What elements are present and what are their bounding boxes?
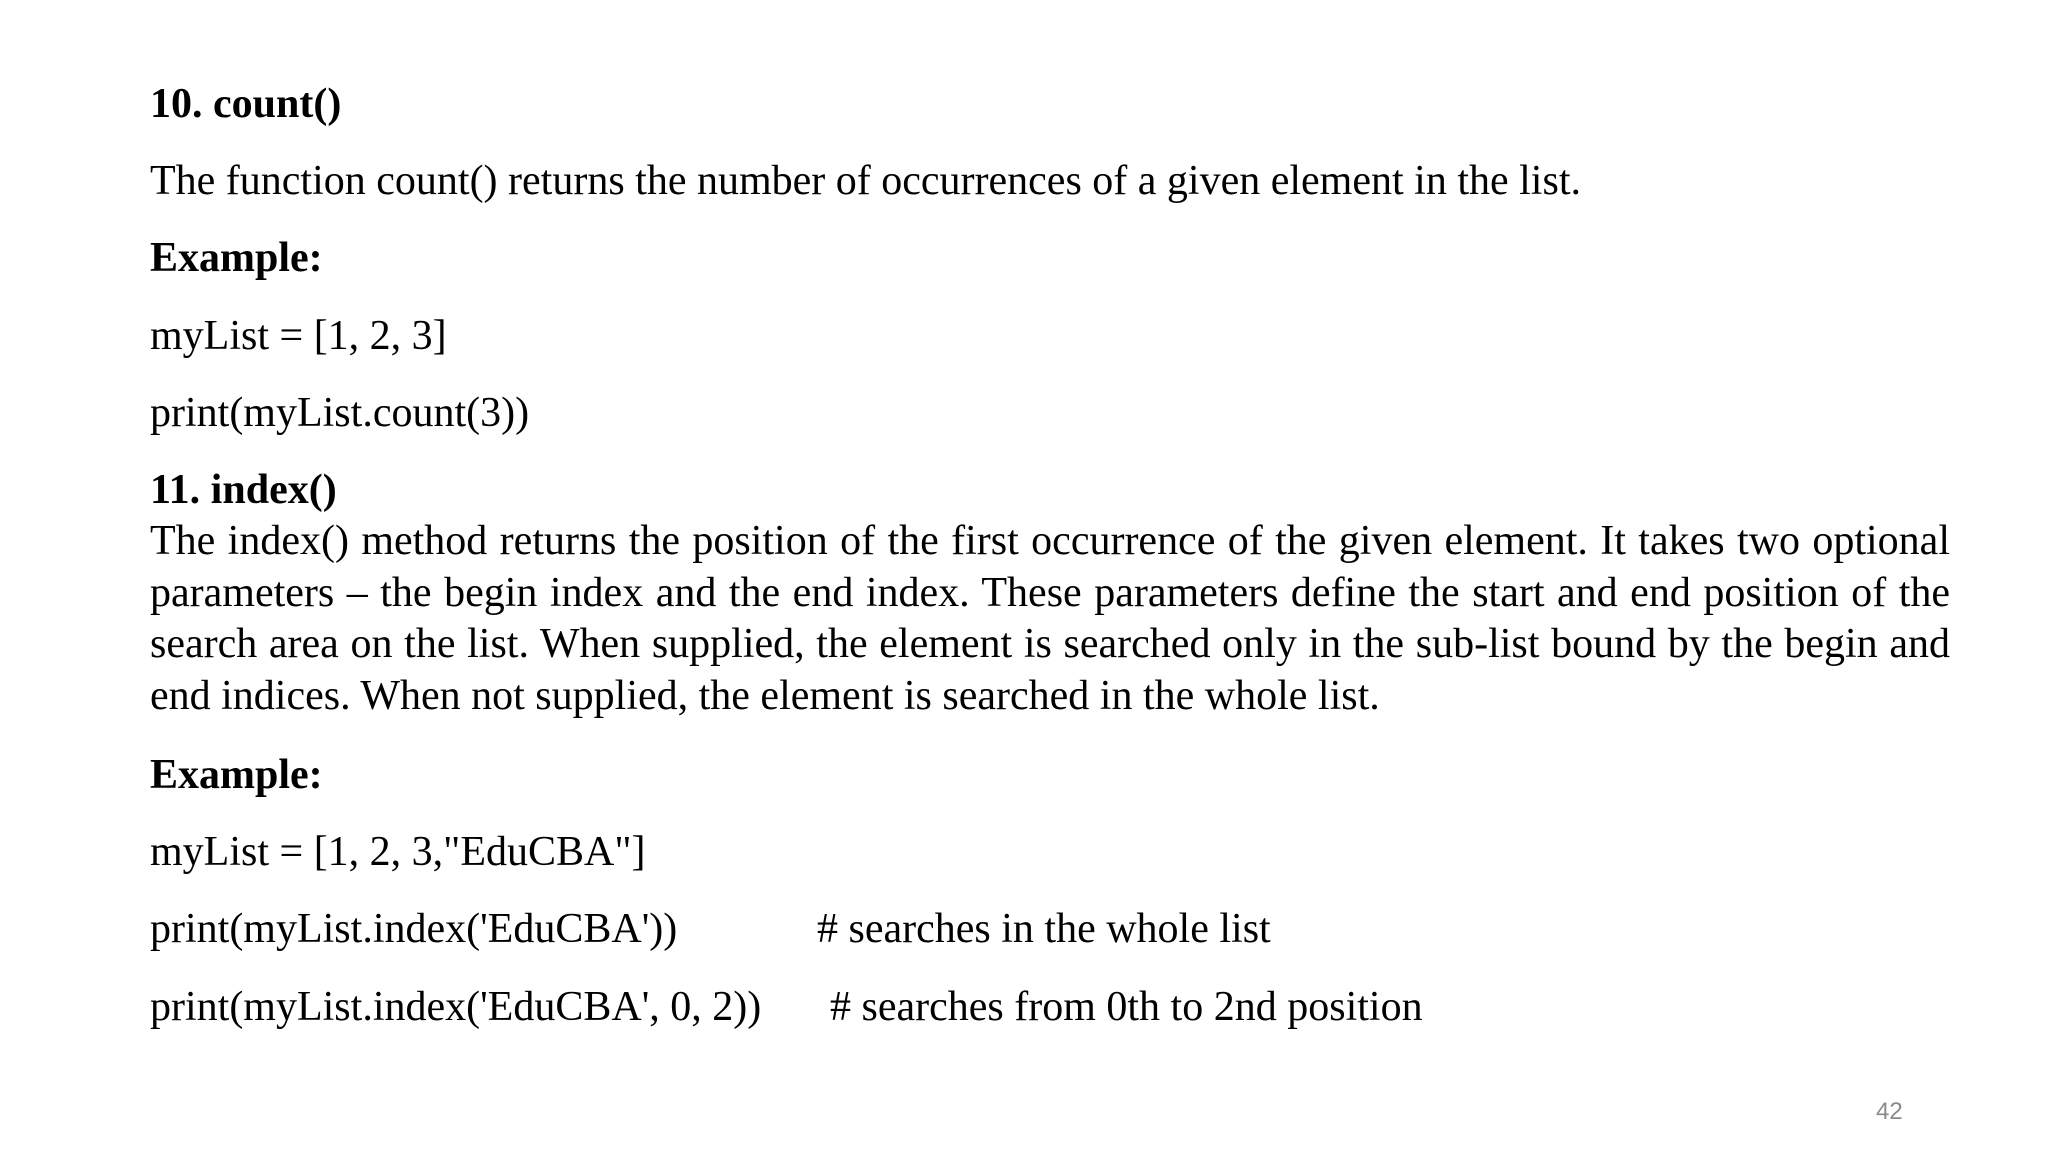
code-comment-index-2: # searches in the whole list xyxy=(817,906,1271,952)
section-description-count: The function count() returns the number of occurrences of a given element in the list. xyxy=(150,158,1581,204)
example-label-count: Example: xyxy=(150,235,323,281)
page-number: 42 xyxy=(1876,1098,1903,1125)
section-heading-index: 11. index() xyxy=(150,467,337,513)
example-label-index: Example: xyxy=(150,752,323,798)
code-line-count-1: myList = [1, 2, 3] xyxy=(150,313,447,359)
section-heading-count: 10. count() xyxy=(150,81,342,127)
code-line-index-3: print(myList.index('EduCBA', 0, 2)) xyxy=(150,984,762,1030)
code-line-index-2: print(myList.index('EduCBA')) xyxy=(150,906,678,952)
section-description-index: The index() method returns the position of the first occurrence of the given element. It takes two optional parameters – the begin index and the end index. These parameters define the start and end position of the search area on the list. When supplied, the element is searched only in the sub-list bound by the begin and end indices. When not supplied, the element is searched in the whole list. xyxy=(150,518,1950,719)
code-line-index-1: myList = [1, 2, 3,"EduCBA"] xyxy=(150,829,646,875)
code-comment-index-3: # searches from 0th to 2nd position xyxy=(830,984,1423,1030)
code-line-count-2: print(myList.count(3)) xyxy=(150,390,530,436)
